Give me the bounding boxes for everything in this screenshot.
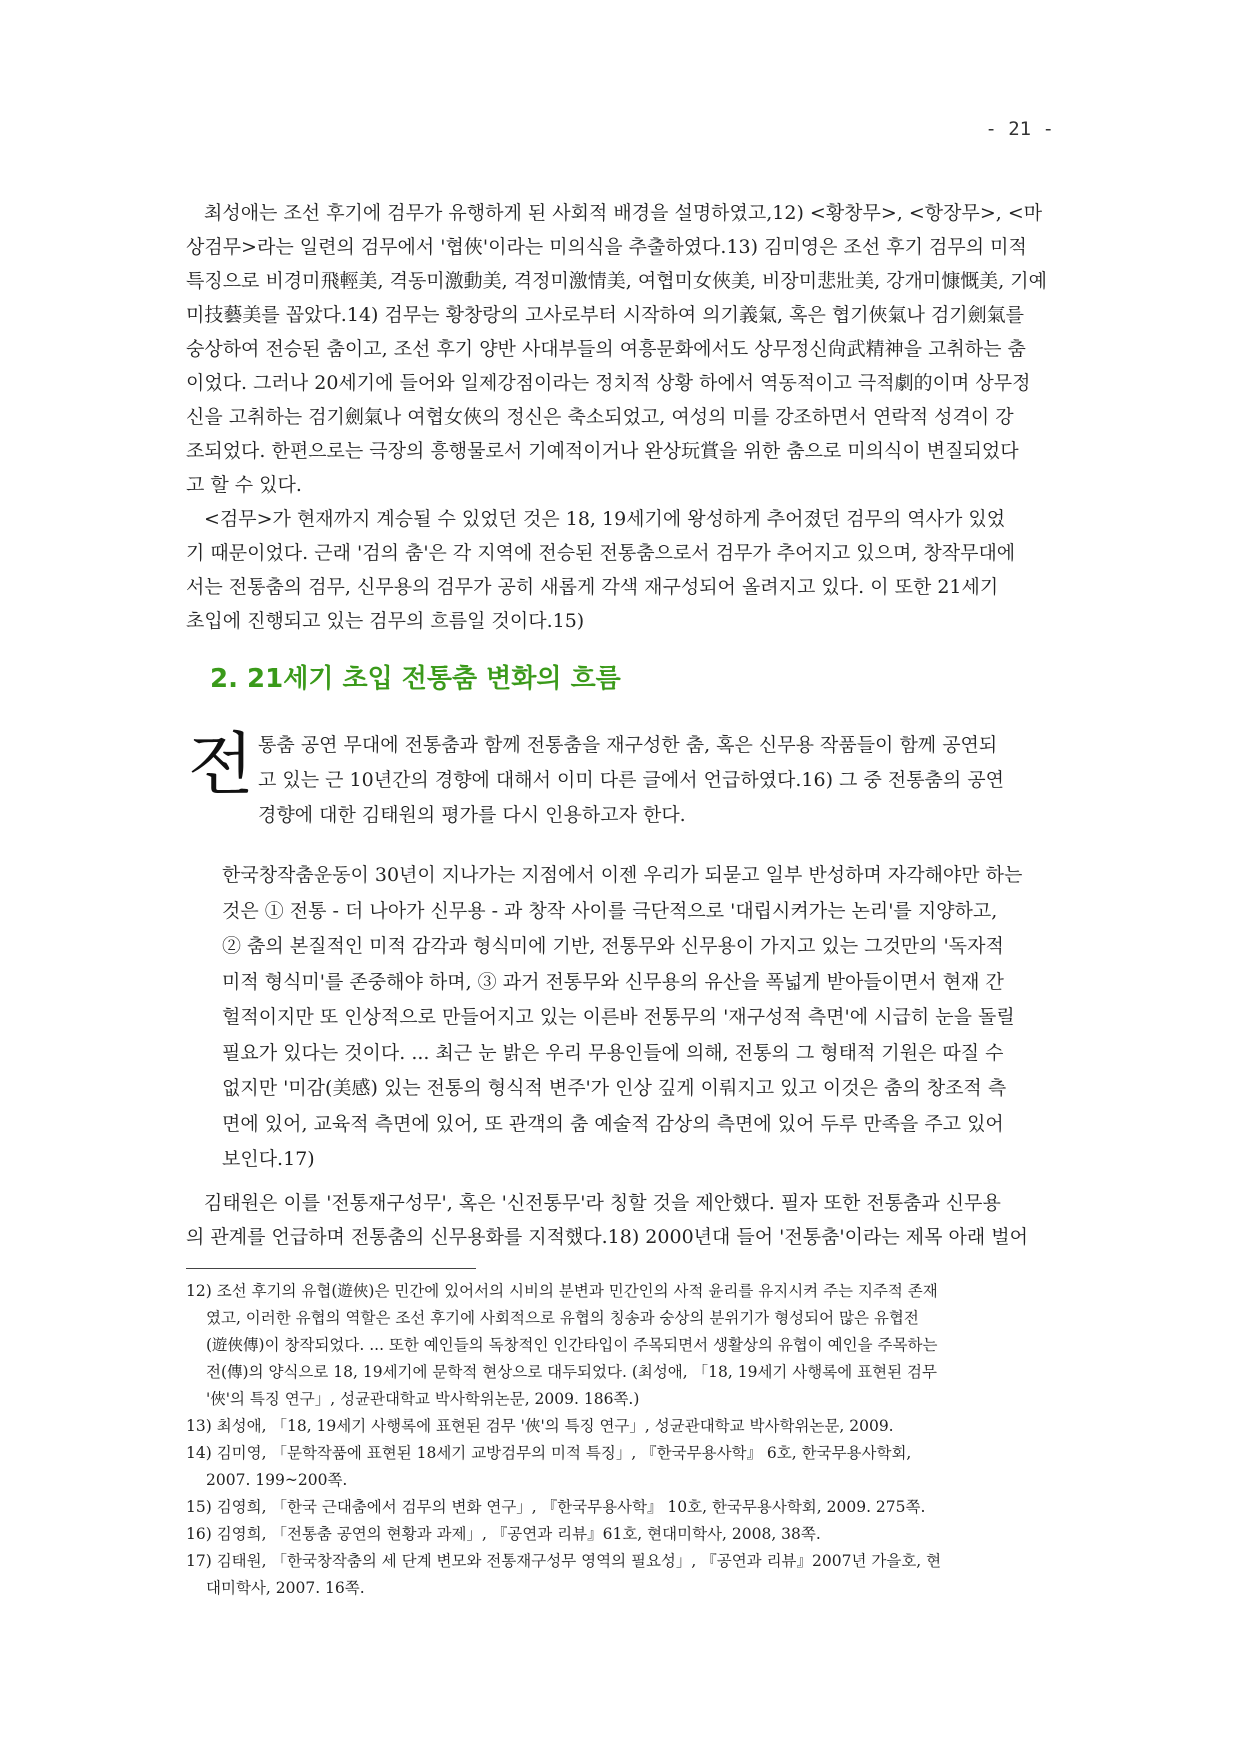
text-line: 의 관계를 언급하며 전통춤의 신무용화를 지적했다.18) 2000년대 들어 '전통춤'이라는 제목 아래 벌어 <box>186 1226 1028 1248</box>
footnote-divider <box>186 1268 476 1269</box>
text-line: 이었다. 그러나 20세기에 들어와 일제강점이라는 정치적 상황 하에서 역동적이고 극적劇的이며 상무정 <box>186 372 1031 394</box>
text-line: 고 할 수 있다. <box>186 474 302 496</box>
text-line: ② 춤의 본질적인 미적 감각과 형식미에 기반, 전통무와 신무용이 가지고 있는 그것만의 '독자적 <box>222 935 1004 957</box>
text-line: 것은 ① 전통 - 더 나아가 신무용 - 과 창작 사이를 극단적으로 '대립시켜가는 논리'를 지양하고, <box>222 899 998 922</box>
text-line: 한국창작춤운동이 30년이 지나가는 지점에서 이젠 우리가 되묻고 일부 반성하며 자각해야만 하는 <box>222 864 1023 886</box>
paragraph-4 <box>186 1186 1056 1254</box>
page-number: - 21 - <box>985 118 1054 140</box>
text-line: 신을 고취하는 검기劍氣나 여협女俠의 정신은 축소되었고, 여성의 미를 강조하면서 연락적 성격이 강 <box>186 406 1014 428</box>
text-line: 통춤 공연 무대에 전통춤과 함께 전통춤을 재구성한 춤, 혹은 신무용 작품들이 함께 공연되 <box>258 734 998 756</box>
footnote-continuation: 전(傳)의 양식으로 18, 19세기에 문학적 현상으로 대두되었다. (최성애, 「18, 19세기 사행록에 표현된 검무 <box>206 1363 937 1381</box>
drop-cap: 전 <box>188 726 254 805</box>
paragraph-1 <box>186 196 1056 502</box>
text-line: 숭상하여 전승된 춤이고, 조선 후기 양반 사대부들의 여흥문화에서도 상무정신尙武精神을 고취하는 춤 <box>186 338 1026 360</box>
footnote: 15) 김영희, 「한국 근대춤에서 검무의 변화 연구」, 『한국무용사학』 10호, 한국무용사학회, 2009. 275쪽. <box>186 1498 926 1516</box>
footnote: 16) 김영희, 「전통춤 공연의 현황과 과제」, 『공연과 리뷰』61호, 현대미학사, 2008, 38쪽. <box>186 1525 821 1543</box>
text-line: 고 있는 근 10년간의 경향에 대해서 이미 다른 글에서 언급하였다.16) 그 중 전통춤의 공연 <box>258 769 1005 791</box>
text-line: 보인다.17) <box>222 1148 315 1170</box>
text-line: 경향에 대한 김태원의 평가를 다시 인용하고자 한다. <box>258 804 686 826</box>
text-line: 없지만 '미감(美感) 있는 전통의 형식적 변주'가 인상 깊게 이뤄지고 있고 이것은 춤의 창조적 측 <box>222 1077 1007 1099</box>
text-line: 미技藝美를 꼽았다.14) 검무는 황창랑의 고사로부터 시작하여 의기義氣, 혹은 협기俠氣나 검기劍氣를 <box>186 304 1025 326</box>
text-line: 특징으로 비경미飛輕美, 격동미激動美, 격정미激情美, 여협미女俠美, 비장미悲壯美, 강개미慷慨美, 기예 <box>186 270 1048 292</box>
paragraph-3 <box>258 728 1058 833</box>
footnotes <box>186 1278 1056 1602</box>
text-line: 서는 전통춤의 검무, 신무용의 검무가 공히 새롭게 각색 재구성되어 올려지고 있다. 이 또한 21세기 <box>186 576 999 598</box>
text-line: 최성애는 조선 후기에 검무가 유행하게 된 사회적 배경을 설명하였고,12) <황창무>, <항장무>, <마 <box>204 202 1043 224</box>
text-line: <검무>가 현재까지 계승될 수 있었던 것은 18, 19세기에 왕성하게 추어졌던 검무의 역사가 있었 <box>204 508 1006 530</box>
text-line: 김태원은 이를 '전통재구성무', 혹은 '신전통무'라 칭할 것을 제안했다. 필자 또한 전통춤과 신무용 <box>204 1192 1001 1214</box>
text-line: 초입에 진행되고 있는 검무의 흐름일 것이다.15) <box>186 610 585 632</box>
text-line: 기 때문이었다. 근래 '검의 춤'은 각 지역에 전승된 전통춤으로서 검무가 추어지고 있으며, 창작무대에 <box>186 542 1016 564</box>
text-line: 필요가 있다는 것이다. ... 최근 눈 밝은 우리 무용인들에 의해, 전통의 그 형태적 기원은 따질 수 <box>222 1041 1004 1064</box>
paragraph-2 <box>186 502 1056 638</box>
text-line: 미적 형식미'를 존중해야 하며, ③ 과거 전통무와 신무용의 유산을 폭넓게 받아들이면서 현재 간 <box>222 970 1004 993</box>
footnote-continuation: (遊俠傳)이 창작되었다. ... 또한 예인들의 독창적인 인간타입이 주목되면서 생활상의 유협이 예인을 주목하는 <box>206 1336 938 1354</box>
footnote: 17) 김태원, 「한국창작춤의 세 단계 변모와 전통재구성무 영역의 필요성」, 『공연과 리뷰』2007년 가을호, 현 <box>186 1552 942 1570</box>
section-heading: 2. 21세기 초입 전통춤 변화의 흐름 <box>210 664 621 694</box>
footnote: 13) 최성애, 「18, 19세기 사행록에 표현된 검무 '俠'의 특징 연구」, 성균관대학교 박사학위논문, 2009. <box>186 1417 894 1435</box>
text-line: 헐적이지만 또 인상적으로 만들어지고 있는 이른바 전통무의 '재구성적 측면'에 시급히 눈을 돌릴 <box>222 1006 1015 1028</box>
footnote-continuation: '俠'의 특징 연구」, 성균관대학교 박사학위논문, 2009. 186쪽.) <box>206 1390 640 1408</box>
footnote-continuation: 2007. 199~200쪽. <box>206 1471 348 1489</box>
footnote-continuation: 대미학사, 2007. 16쪽. <box>206 1579 365 1597</box>
text-line: 조되었다. 한편으로는 극장의 흥행물로서 기예적이거나 완상玩賞을 위한 춤으로 미의식이 변질되었다 <box>186 440 1019 462</box>
footnote: 14) 김미영, 「문학작품에 표현된 18세기 교방검무의 미적 특징」, 『한국무용사학』 6호, 한국무용사학회, <box>186 1444 912 1462</box>
footnote-continuation: 였고, 이러한 유협의 역할은 조선 후기에 사회적으로 유협의 칭송과 숭상의 분위기가 형성되어 많은 유협전 <box>206 1309 919 1327</box>
text-line: 상검무>라는 일련의 검무에서 '협俠'이라는 미의식을 추출하였다.13) 김미영은 조선 후기 검무의 미적 <box>186 236 1027 258</box>
text-line: 면에 있어, 교육적 측면에 있어, 또 관객의 춤 예술적 감상의 측면에 있어 두루 만족을 주고 있어 <box>222 1112 1004 1135</box>
footnote: 12) 조선 후기의 유협(遊俠)은 민간에 있어서의 시비의 분변과 민간인의 사적 윤리를 유지시켜 주는 지주적 존재 <box>186 1282 938 1300</box>
block-quote <box>222 858 1056 1178</box>
